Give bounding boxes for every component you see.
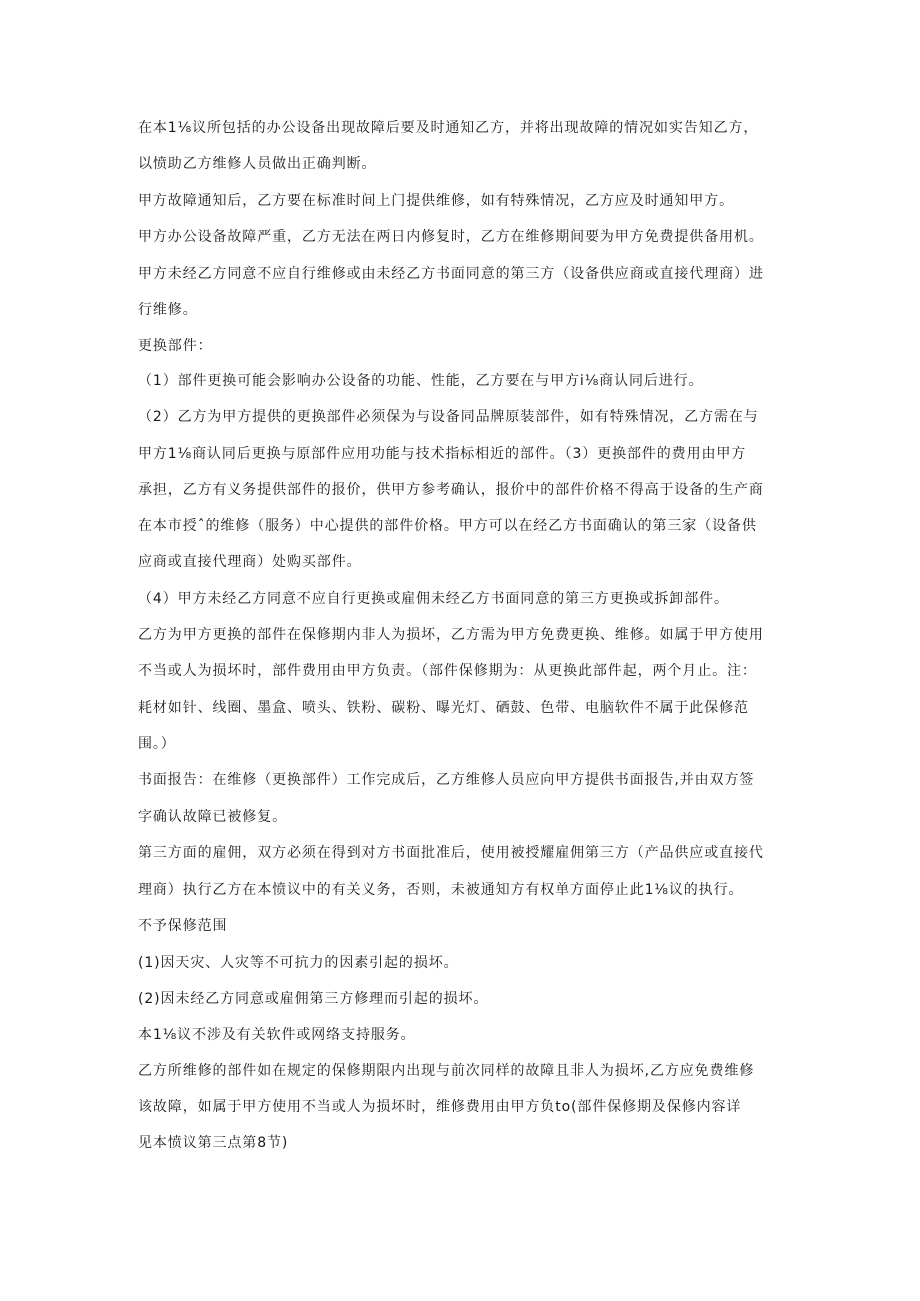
text-line: 以愤助乙方维修人员做出正确判断。 <box>138 156 377 172</box>
text-line: 乙方所维修的部件如在规定的保修期限内出现与前次同样的故障且非人为损坏,乙方应免费维修 <box>138 1063 755 1079</box>
text-line: 见本愤议第三点第8节) <box>138 1135 289 1151</box>
text-line: 耗材如针、线圈、墨盒、喷头、铁粉、碳粉、曝光灯、硒鼓、色带、电脑软件不属于此保修范 <box>138 700 749 716</box>
text-line: 书面报告：在维修（更换部件）工作完成后，乙方维修人员应向甲方提供书面报告,并由双方签 <box>138 772 755 788</box>
text-line: 字确认故障已被修复。 <box>138 809 287 825</box>
text-line: 乙方为甲方更换的部件在保修期内非人为损坏，乙方需为甲方免费更换、维修。如属于甲方使用 <box>138 627 764 643</box>
text-line: 甲方未经乙方同意不应自行维修或由未经乙方书面同意的第三方（设备供应商或直接代理商）进 <box>138 266 764 282</box>
text-line: 理商）执行乙方在本愤议中的有关义务，否则，未被通知方有权单方面停止此1⅛议的执行。 <box>138 882 744 898</box>
text-line: 不当或人为损坏时，部件费用由甲方负责。（部件保修期为：从更换此部件起，两个月止。注： <box>138 663 757 679</box>
text-line: （2）乙方为甲方提供的更换部件必须保为与设备同品牌原装部件，如有特殊情况，乙方需在与 <box>138 409 759 425</box>
text-line: 该故障，如属于甲方使用不当或人为损坏时，维修费用由甲方负to(部件保修期及保修内容详 <box>138 1099 742 1115</box>
text-line: 本1⅛议不涉及有关软件或网络支持服务。 <box>138 1027 416 1043</box>
text-line: 第三方面的雇佣，双方必须在得到对方书面批准后，使用被授耀雇佣第三方（产品供应或直接代 <box>138 845 764 861</box>
text-line: 在本市授ˆ的维修（服务）中心提供的部件价格。甲方可以在经乙方书面确认的第三家（设备供 <box>138 518 757 534</box>
text-line: 应商或直接代理商）处购买部件。 <box>138 554 362 570</box>
text-line: (1)因天灾、人灾等不可抗力的因素引起的损坏。 <box>138 955 459 971</box>
text-line: 更换部件： <box>138 338 213 354</box>
text-line: （4）甲方未经乙方同意不应自行更换或雇佣未经乙方书面同意的第三方更换或拆卸部件。 <box>138 591 729 607</box>
text-line: 行维修。 <box>138 302 198 318</box>
text-line: 甲方1⅛商认同后更换与原部件应用功能与技术指标相近的部件。（3）更换部件的费用由甲方 <box>138 446 747 462</box>
text-line: 不予保修范围 <box>138 918 228 934</box>
text-line: 甲方办公设备故障严重，乙方无法在两日内修复时，乙方在维修期间要为甲方免费提供备用机。 <box>138 229 764 245</box>
text-line: (2)因未经乙方同意或雇佣第三方修理而引起的损坏。 <box>138 991 489 1007</box>
text-line: 承担，乙方有义务提供部件的报价，供甲方参考确认，报价中的部件价格不得高于设备的生产商 <box>138 482 764 498</box>
text-line: 围。） <box>138 736 176 752</box>
text-line: 甲方故障通知后，乙方要在标准时间上门提供维修，如有特殊情况，乙方应及时通知甲方。 <box>138 193 734 209</box>
text-line: （1）部件更换可能会影响办公设备的功能、性能，乙方要在与甲方i⅛商认同后进行。 <box>138 373 704 389</box>
text-line: 在本1⅛议所包括的办公设备出现故障后要及时通知乙方，并将出现故障的情况如实告知乙方， <box>138 120 759 136</box>
